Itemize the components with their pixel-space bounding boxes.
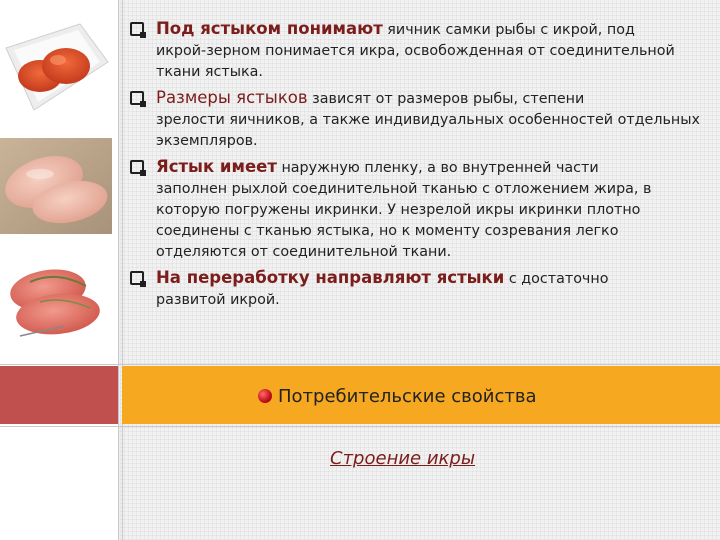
left-accent-band — [0, 366, 118, 424]
item-lead: Размеры ястыков — [156, 88, 308, 107]
item-continuation: зрелости яичников, а также индивидуальных особенностей отдельных экземпляров. — [156, 112, 701, 149]
item-text: зависят от размеров рыбы, степени — [307, 91, 585, 107]
caviar-structure-link[interactable]: Строение икры — [330, 448, 476, 469]
salmon-roe-image — [0, 138, 112, 234]
item-text: с достаточно — [504, 271, 609, 287]
item-lead: Ястык имеет — [156, 157, 277, 176]
item-text: наружную пленку, а во внутренней части — [276, 160, 599, 176]
item-text: яичник самки рыбы с икрой, под — [382, 22, 635, 38]
red-dot-icon — [258, 389, 272, 403]
roe-on-plate-image — [0, 18, 112, 118]
item-lead: Под ястыком понимают — [156, 19, 383, 38]
list-item — [130, 156, 712, 263]
checkbox-bullet-icon — [130, 271, 144, 285]
divider-horizontal — [0, 364, 720, 365]
properties-link[interactable] — [258, 385, 537, 407]
divider-horizontal — [0, 426, 720, 427]
properties-label: Потребительские свойства — [278, 385, 537, 407]
raw-roe-herbs-image — [0, 252, 112, 348]
checkbox-bullet-icon — [130, 91, 144, 105]
checkbox-bullet-icon — [130, 160, 144, 174]
item-lead: На переработку направляют ястыки — [156, 268, 505, 287]
list-item — [130, 18, 712, 83]
item-continuation: заполнен рыхлой соединительной тканью с отложением жира, в которую погружены икринки. У незрелой икры икринки плотно соединены с тканью ястыка, но к моменту созревания легко отделяются от соединительной ткани. — [156, 181, 652, 260]
properties-band — [122, 366, 720, 424]
checkbox-bullet-icon — [130, 22, 144, 36]
list-item — [130, 87, 712, 152]
divider-vertical — [122, 0, 123, 540]
item-continuation: икрой-зерном понимается икра, освобожденная от соединительной ткани ястыка. — [156, 43, 675, 80]
text-content — [130, 18, 712, 315]
list-item — [130, 267, 712, 311]
divider-vertical — [118, 0, 119, 540]
item-continuation: развитой икрой. — [156, 292, 280, 308]
